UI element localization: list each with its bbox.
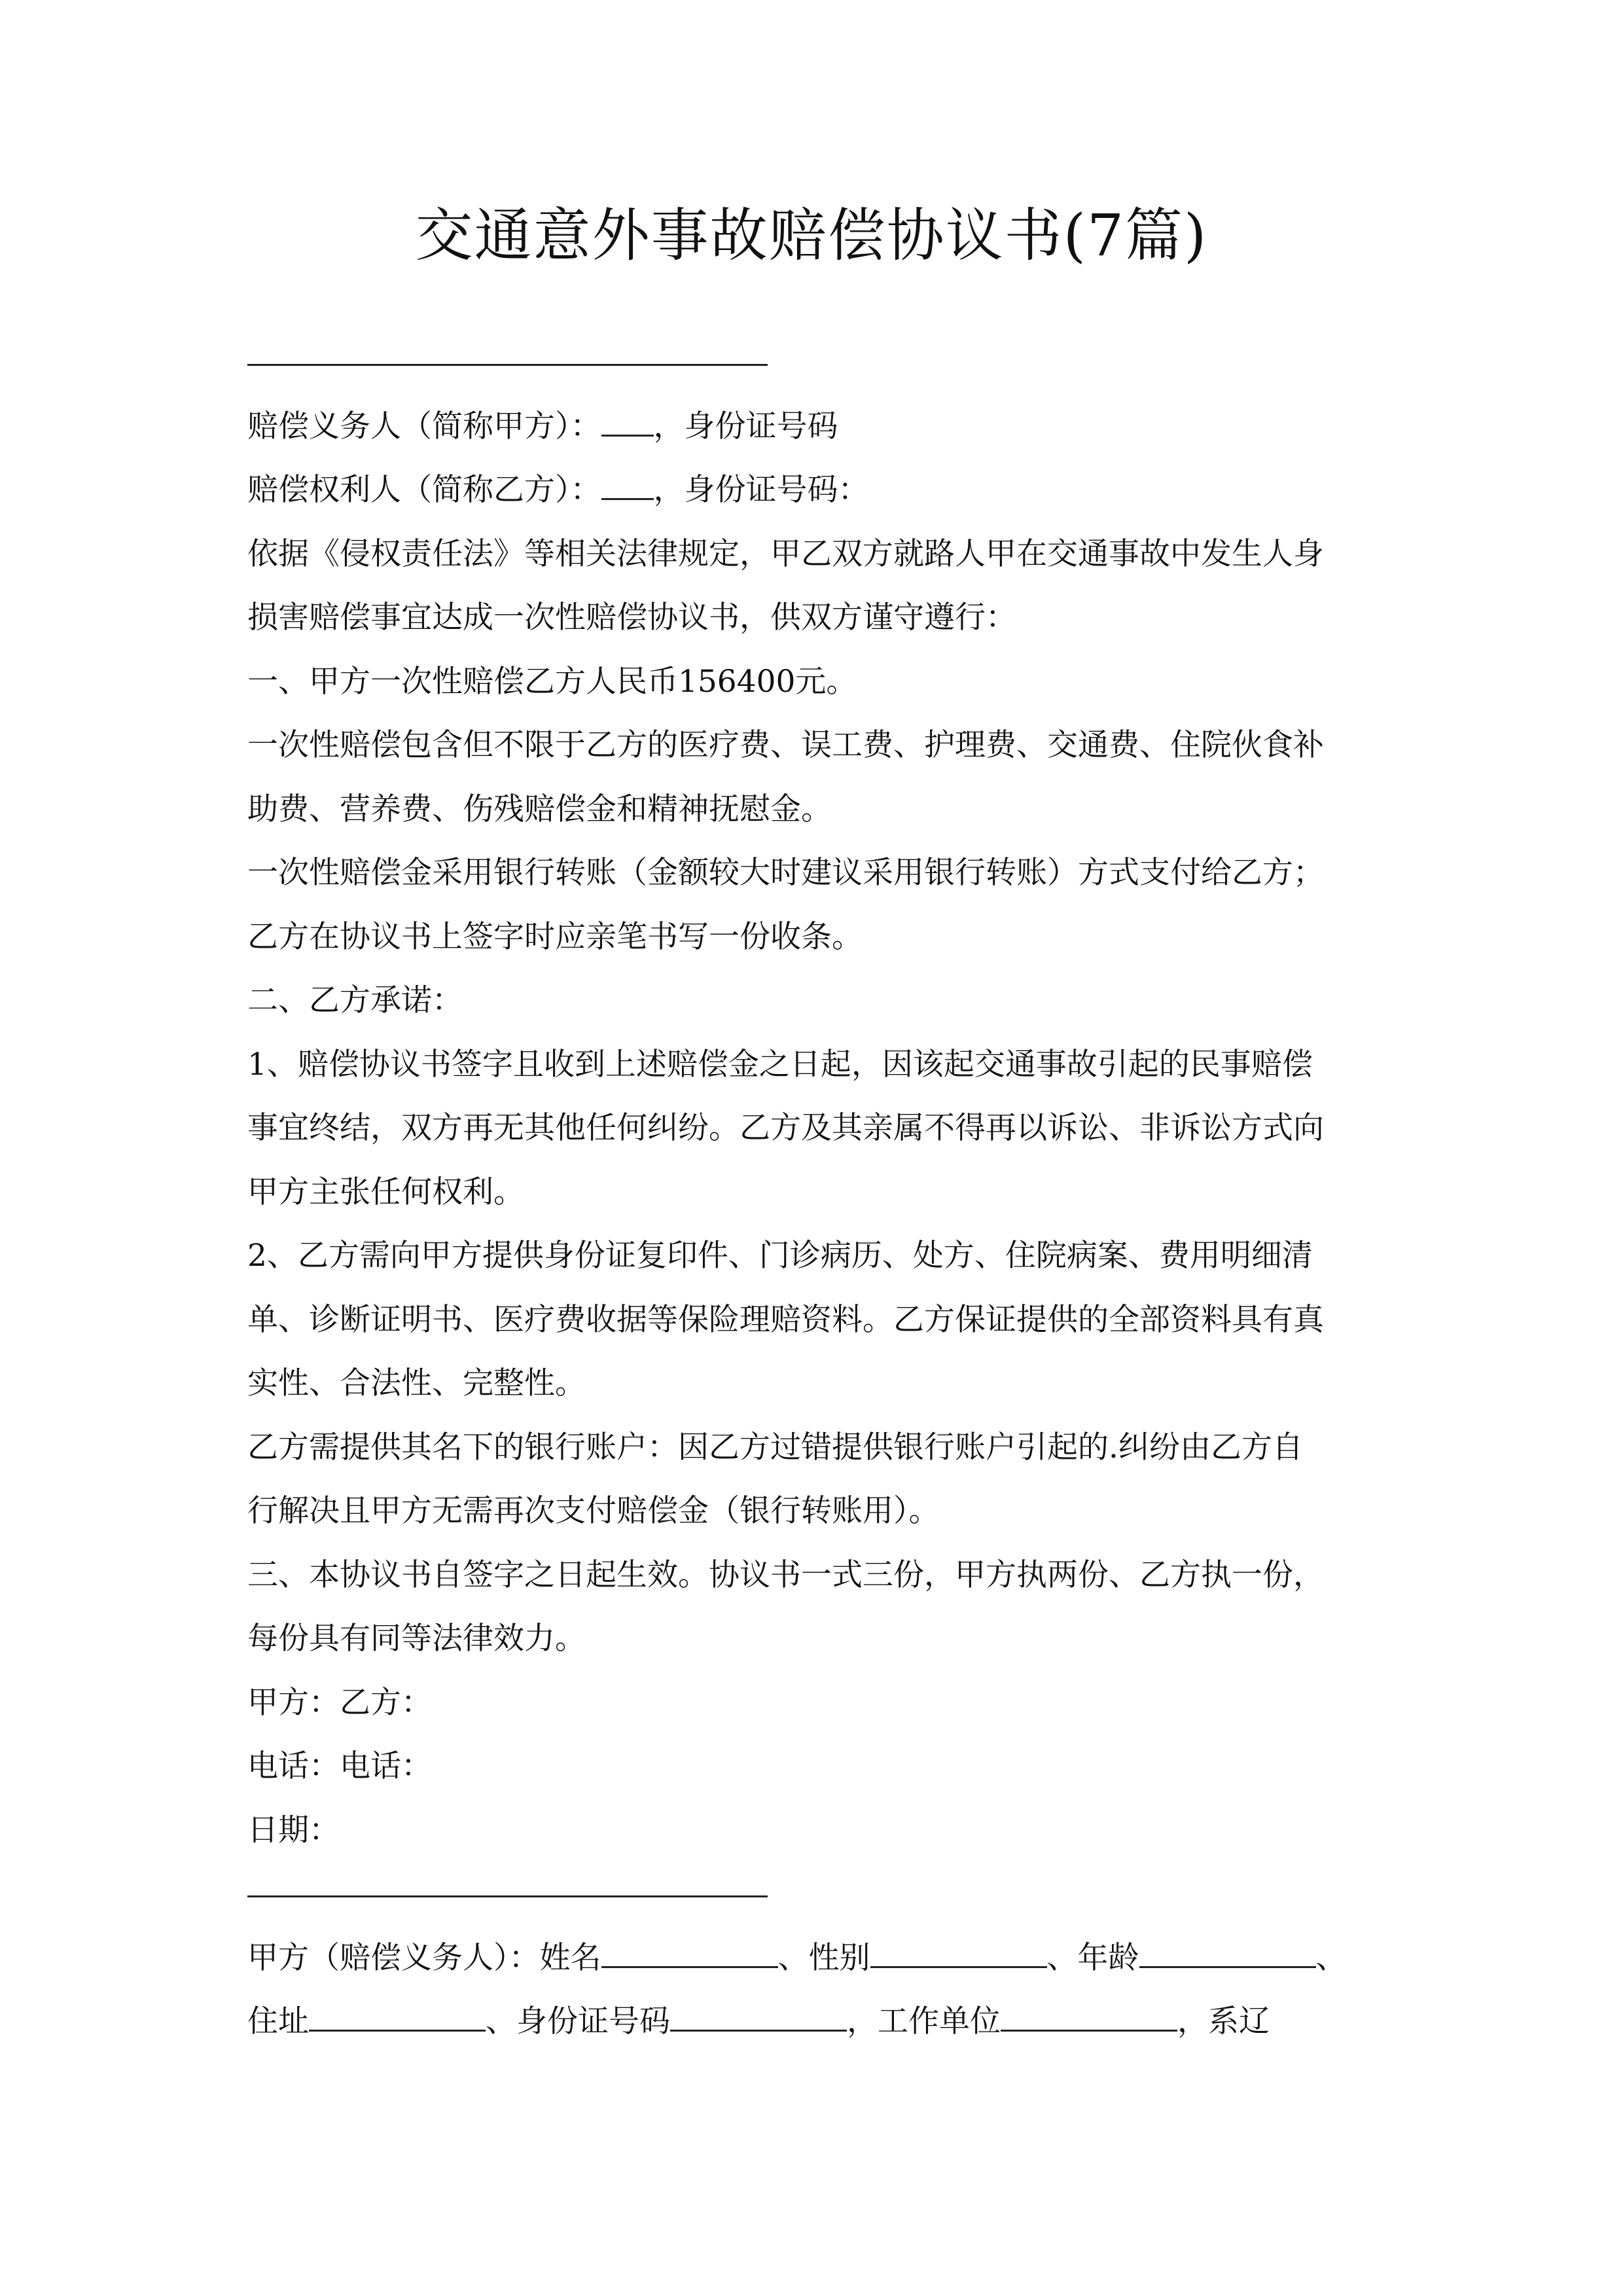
signature-line: 甲方：乙方：: [247, 1684, 432, 1721]
body-line: 依据《侵权责任法》等相关法律规定，甲乙双方就路人甲在交通事故中发生人身: [247, 535, 1324, 572]
body-line: 行解决且甲方无需再次支付赔偿金（银行转账用）。: [247, 1493, 940, 1529]
address-label: 住址: [247, 2003, 309, 2039]
id-number-label: 、身份证号码: [486, 2003, 670, 2039]
body-line: 一、甲方一次性赔偿乙方人民币156400元。: [247, 663, 857, 700]
gender-label: 、性别: [777, 1939, 870, 1976]
body-line: 乙方在协议书上签字时应亲笔书写一份收条。: [247, 918, 863, 955]
separator-rule: [247, 364, 768, 366]
work-unit-label: ，工作单位: [847, 2003, 1001, 2039]
body-line: 助费、营养费、伤残赔偿金和精神抚慰金。: [247, 791, 832, 827]
body-line: 一次性赔偿包含但不限于乙方的医疗费、误工费、护理费、交通费、住院伙食补: [247, 727, 1324, 763]
party-a-detail-line: [247, 1926, 1386, 1990]
separator-line: [247, 1862, 1386, 1926]
separator-line: [247, 331, 1386, 395]
body-line: 实性、合法性、完整性。: [247, 1365, 586, 1401]
name-blank: [601, 1940, 778, 1968]
id-number-blank: [670, 2003, 847, 2032]
party-a-label: 赔偿义务人（简称甲方）：: [247, 408, 601, 444]
body-line: 损害赔偿事宜达成一次性赔偿协议书，供双方谨守遵行：: [247, 600, 1016, 636]
body-line: 乙方需提供其名下的银行账户：因乙方过错提供银行账户引起的.纠纷由乙方自: [247, 1429, 1303, 1465]
party-b-name-blank: [601, 472, 654, 500]
body-line: 2、乙方需向甲方提供身份证复印件、门诊病历、处方、住院病案、费用明细清: [247, 1238, 1313, 1274]
body-line: 单、诊断证明书、医疗费收据等保险理赔资料。乙方保证提供的全部资料具有真: [247, 1301, 1324, 1338]
party-a-id-label: ，身份证号码: [653, 408, 838, 444]
body-line: 三、本协议书自签字之日起生效。协议书一式三份，甲方执两份、乙方执一份，: [247, 1556, 1324, 1593]
body-line: 每份具有同等法律效力。: [247, 1621, 586, 1657]
document-body: [247, 331, 1386, 2054]
party-a-name-blank: [601, 408, 654, 437]
gender-blank: [870, 1940, 1047, 1968]
section-heading: 二、乙方承诺：: [247, 982, 463, 1018]
punctuation: 、: [1315, 1939, 1347, 1976]
body-line: 1、赔偿协议书签字且收到上述赔偿金之日起，因该起交通事故引起的民事赔偿: [247, 1046, 1313, 1083]
document-title: 交通意外事故赔偿协议书(7篇): [415, 202, 1208, 269]
name-label: 甲方（赔偿义务人）：姓名: [247, 1939, 601, 1976]
age-label: 、年龄: [1046, 1939, 1139, 1976]
body-line: 事宜终结，双方再无其他任何纠纷。乙方及其亲属不得再以诉讼、非诉讼方式向: [247, 1110, 1324, 1146]
body-line: 甲方主张任何权利。: [247, 1174, 524, 1210]
party-b-id-label: ，身份证号码：: [653, 472, 869, 508]
party-b-line: [247, 458, 1386, 522]
body-line: 一次性赔偿金采用银行转账（金额较大时建议采用银行转账）方式支付给乙方；: [247, 855, 1324, 891]
work-unit-blank: [1001, 2003, 1177, 2032]
party-b-label: 赔偿权利人（简称乙方）：: [247, 472, 601, 508]
address-blank: [309, 2003, 486, 2032]
relation-label: ，系辽: [1177, 2003, 1270, 2039]
date-line: 日期：: [247, 1812, 340, 1848]
separator-rule: [247, 1895, 768, 1897]
party-a-address-line: [247, 1990, 1386, 2054]
age-blank: [1139, 1940, 1316, 1968]
phone-line: 电话：电话：: [247, 1748, 432, 1784]
party-a-line: [247, 395, 1386, 459]
